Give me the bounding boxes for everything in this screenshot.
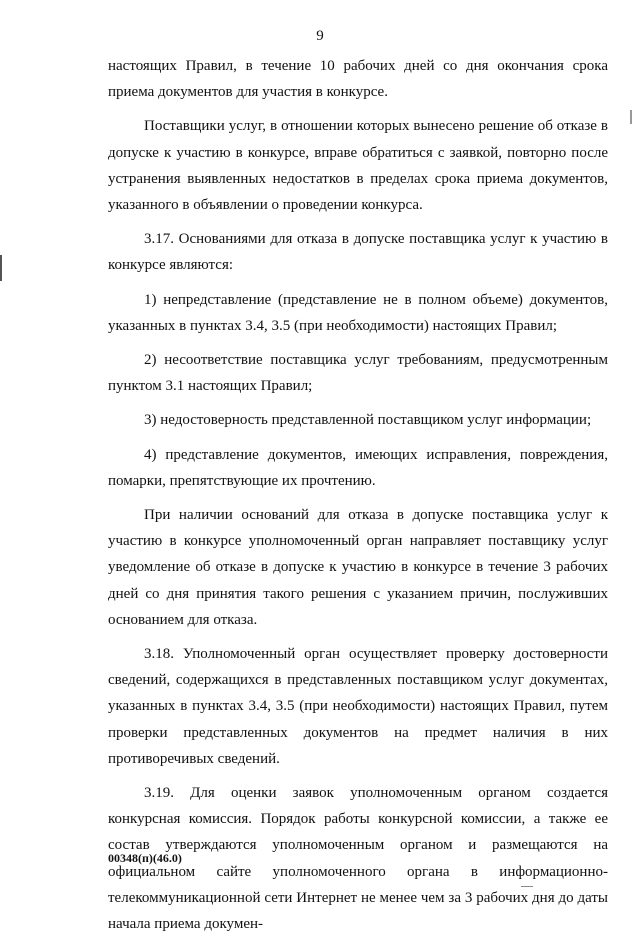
paragraph-continuation: настоящих Правил, в течение 10 рабочих дней со дня окончания срока приема документов для участия в конкурсе. bbox=[108, 58, 608, 101]
paragraph-refusal-notice: При наличии оснований для отказа в допуске поставщика услуг к участию в конкурсе уполномоченный орган направляет поставщику услуг уведомление об отказе в допуске к участию в конкурсе в течение 3 рабочих дней со дня принятия такого решения с указанием причин, послуживших основанием для отказа. bbox=[108, 507, 608, 628]
paragraph-3-17: 3.17. Основаниями для отказа в допуске поставщика услуг к участию в конкурсе являются: bbox=[108, 231, 608, 274]
list-item-4: 4) представление документов, имеющих исправления, повреждения, помарки, препятствующие их прочтению. bbox=[108, 446, 608, 489]
page-number: 9 bbox=[316, 28, 324, 44]
list-item-1: 1) непредставление (представление не в полном объеме) документов, указанных в пунктах 3.4, 3.5 (при необходимости) настоящих Правил; bbox=[108, 291, 608, 334]
scan-artifact bbox=[630, 110, 632, 124]
document-body bbox=[108, 53, 608, 937]
list-item-2: 2) несоответствие поставщика услуг требованиям, предусмотренным пунктом 3.1 настоящих Правил; bbox=[108, 352, 608, 395]
paragraph-resubmission: Поставщики услуг, в отношении которых вынесено решение об отказе в допуске к участию в конкурсе, вправе обратиться с заявкой, повторно после устранения выявленных недостатков в пределах срока приема документов, указанного в объявлении о проведении конкурса. bbox=[108, 118, 608, 214]
scan-artifact bbox=[0, 255, 2, 281]
scan-artifact bbox=[521, 886, 533, 887]
list-item-3: 3) недостоверность представленной поставщиком услуг информации; bbox=[144, 412, 592, 429]
document-code: 00348(п)(46.0) bbox=[108, 851, 182, 865]
paragraph-3-18: 3.18. Уполномоченный орган осуществляет проверку достоверности сведений, содержащихся в представленных поставщиком услуг документах, указанных в пунктах 3.4, 3.5 (при необходимости) настоящих Правил, путем проверки представленных документов на предмет наличия в них противоречивых сведений. bbox=[108, 646, 608, 767]
paragraph-3-19: 3.19. Для оценки заявок уполномоченным органом создается конкурсная комиссия. Порядок работы конкурсной комиссии, а также ее состав утверждаются уполномоченным органом и размещаются на официальном сайте уполномоченного органа в информационно-телекоммуникационной сети Интернет не менее чем за 3 рабочих дня до даты начала приема докумен- bbox=[108, 785, 608, 933]
